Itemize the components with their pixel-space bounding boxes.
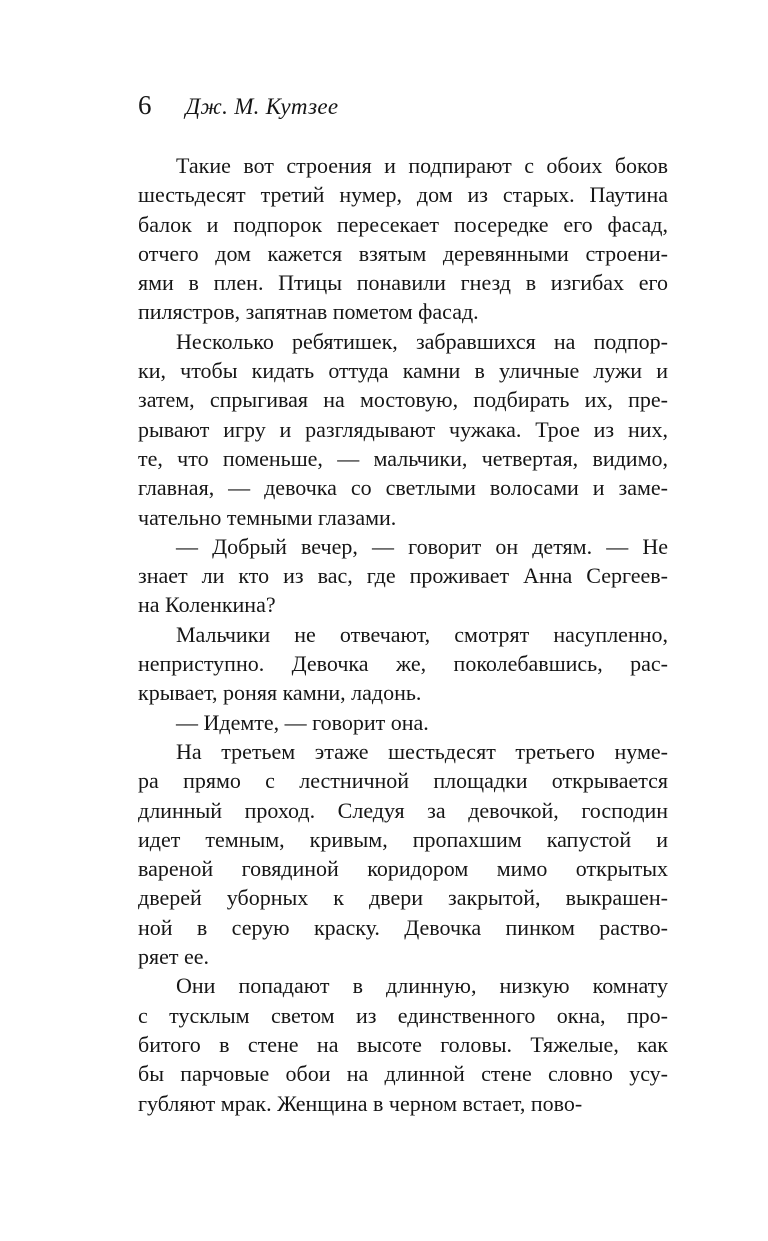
text-line: те, что поменьше, — мальчики, четвертая, видимо,	[138, 445, 668, 471]
paragraph	[138, 737, 668, 971]
text-line: главная, — девочка со светлыми волосами и заме-	[138, 475, 668, 501]
text-line: неприступно. Девочка же, поколебавшись, рас-	[138, 651, 668, 677]
text-line: ряет ее.	[138, 944, 210, 970]
text-line: длинный проход. Следуя за девочкой, господин	[138, 797, 668, 823]
text-line: ной в серую краску. Девочка пинком раство-	[138, 914, 668, 940]
text-line: Они попадают в длинную, низкую комнату	[176, 973, 668, 999]
paragraph	[138, 327, 668, 532]
text-line: ра прямо с лестничной площадки открывается	[138, 768, 668, 794]
text-line: отчего дом кажется взятым деревянными строени-	[138, 240, 668, 266]
paragraph	[138, 620, 668, 708]
paragraph	[138, 708, 668, 737]
text-line: вареной говядиной коридором мимо открытых	[138, 856, 668, 882]
page-number: 6	[138, 90, 152, 120]
text-line: Несколько ребятишек, забравшихся на подпор-	[176, 328, 668, 354]
text-line: шестьдесят третий нумер, дом из старых. Паутина	[138, 182, 668, 208]
text-line: дверей уборных к двери закрытой, выкрашен-	[138, 885, 668, 911]
text-line: — Добрый вечер, — говорит он детям. — Не	[176, 533, 668, 559]
text-line: губляют мрак. Женщина в черном встает, пово-	[138, 1090, 583, 1116]
text-line: ями в плен. Птицы понавили гнезд в изгибах его	[138, 270, 668, 296]
text-line: балок и подпорок пересекает посередке его фасад,	[138, 211, 668, 237]
paragraph	[138, 151, 668, 327]
text-line: с тусклым светом из единственного окна, про-	[138, 1002, 668, 1028]
text-line: ки, чтобы кидать оттуда камни в уличные лужи и	[138, 358, 668, 384]
text-line: идет темным, кривым, пропахшим капустой и	[138, 826, 668, 852]
text-line: — Идемте, — говорит она.	[176, 709, 429, 735]
text-line: бы парчовые обои на длинной стене словно усу-	[138, 1061, 668, 1087]
text-line: знает ли кто из вас, где проживает Анна Сергеев-	[138, 563, 668, 589]
text-line: На третьем этаже шестьдесят третьего нуме-	[176, 738, 668, 764]
text-line: Мальчики не отвечают, смотрят насупленно,	[176, 621, 668, 647]
page-text-block	[138, 151, 668, 1118]
text-line: на Коленкина?	[138, 592, 276, 618]
text-line: чательно темными глазами.	[138, 504, 397, 530]
paragraph	[138, 971, 668, 1117]
paragraph	[138, 532, 668, 620]
text-line: Такие вот строения и подпирают с обоих боков	[176, 153, 668, 178]
running-header-author: Дж. М. Кутзее	[185, 94, 339, 119]
text-line: рывают игру и разглядывают чужака. Трое из них,	[138, 416, 668, 442]
text-line: битого в стене на высоте головы. Тяжелые, как	[138, 1031, 668, 1057]
text-line: затем, спрыгивая на мостовую, подбирать их, пре-	[138, 387, 668, 413]
text-line: пилястров, запятнав пометом фасад.	[138, 299, 479, 325]
page-header	[138, 92, 668, 119]
text-line: крывает, роняя камни, ладонь.	[138, 680, 422, 706]
